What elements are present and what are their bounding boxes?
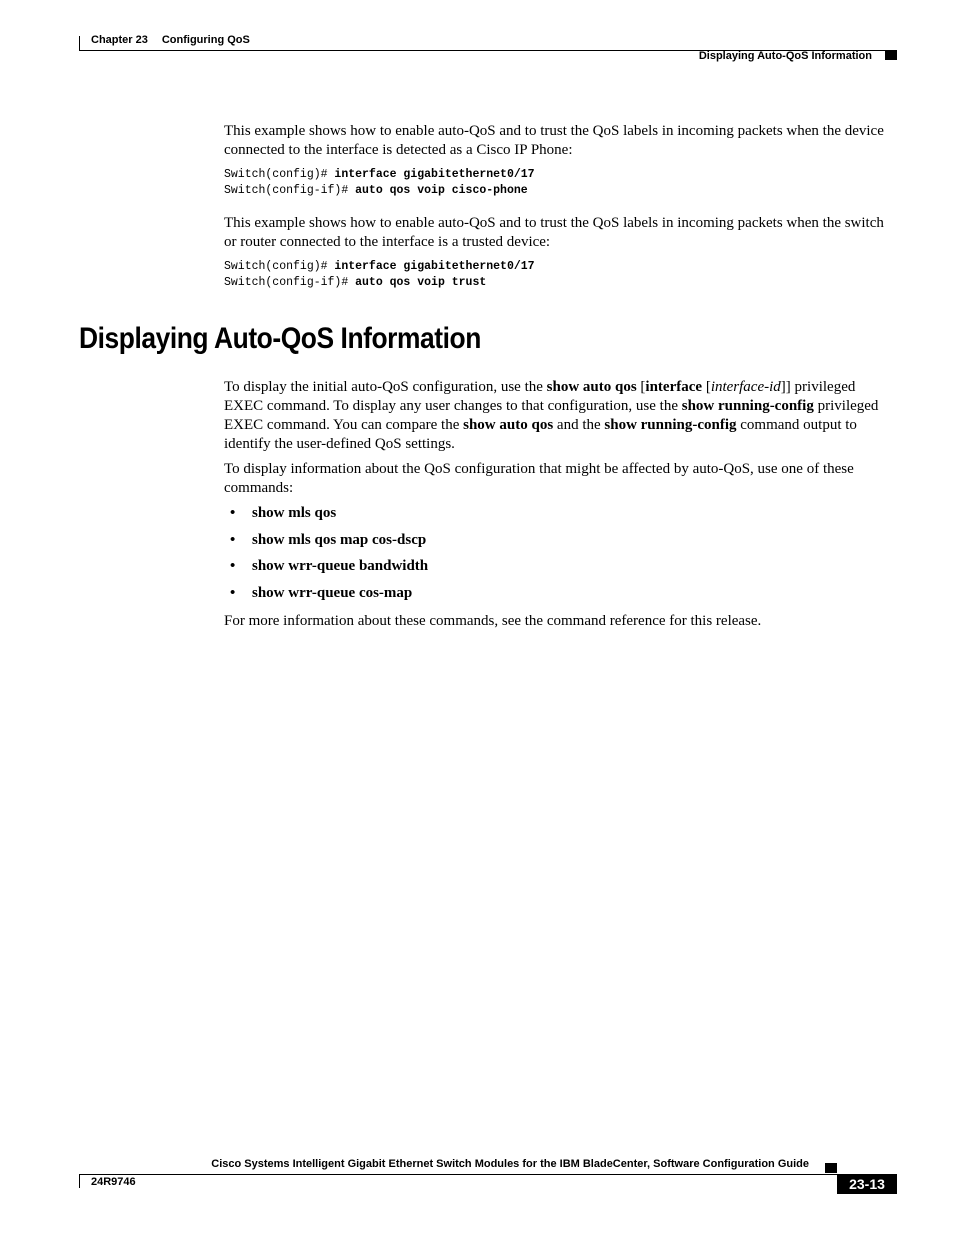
command-list (224, 505, 428, 611)
paragraph-display-config: To display the initial auto-QoS configuration, use the show auto qos [interface [interface-id]] privileged EXEC command. To display any user changes to that configuration, use the show running-config privileged EXEC command. You can compare the show auto qos and the show running-config command output to identify the user-defined QoS settings. (224, 379, 879, 452)
paragraph-qos-commands: To display information about the QoS configuration that might be affected by auto-QoS, use one of these commands: (224, 461, 854, 496)
page-number: 23-13 (837, 1174, 897, 1194)
code-example-2 (224, 259, 535, 291)
code-line: Switch(config)# interface gigabitethernet0/17 (224, 260, 535, 273)
footer-rule (79, 1174, 897, 1175)
footer-book-title: Cisco Systems Intelligent Gigabit Ethernet Switch Modules for the IBM BladeCenter, Software Configuration Guide (211, 1158, 809, 1170)
footer-marker-block (825, 1163, 837, 1173)
bullet-icon: • (230, 558, 236, 574)
bullet-icon: • (230, 505, 236, 521)
footer-tick (79, 1174, 80, 1188)
footer-doc-id: 24R9746 (91, 1176, 136, 1188)
list-item: • show mls qos (230, 505, 337, 521)
header-tick (79, 36, 80, 51)
header-marker-block (885, 51, 897, 60)
bullet-icon: • (230, 584, 236, 601)
list-item: • show wrr-queue bandwidth (230, 558, 429, 574)
example-intro-1: This example shows how to enable auto-QoS and to trust the QoS labels in incoming packets when the device connected to the interface is detected as a Cisco IP Phone: (224, 123, 884, 158)
code-line: Switch(config)# interface gigabitethernet0/17 (224, 168, 535, 181)
code-line: Switch(config-if)# auto qos voip trust (224, 276, 487, 289)
running-header-chapter (91, 34, 250, 46)
list-item: • show mls qos map cos-dscp (230, 531, 427, 548)
code-line: Switch(config-if)# auto qos voip cisco-phone (224, 184, 528, 197)
code-example-1 (224, 167, 535, 199)
chapter-title: Configuring QoS (161, 34, 250, 46)
section-title: Displaying Auto-QoS Information (79, 322, 481, 355)
chapter-number: Chapter 23 (91, 34, 148, 46)
example-intro-2: This example shows how to enable auto-QoS and to trust the QoS labels in incoming packets when the switch or router connected to the interface is a trusted device: (224, 215, 884, 250)
running-header-section: Displaying Auto-QoS Information (698, 50, 872, 62)
bullet-icon: • (230, 531, 236, 548)
list-item: • show wrr-queue cos-map (230, 584, 413, 601)
paragraph-more-info: For more information about these commands, see the command reference for this release. (224, 613, 762, 629)
